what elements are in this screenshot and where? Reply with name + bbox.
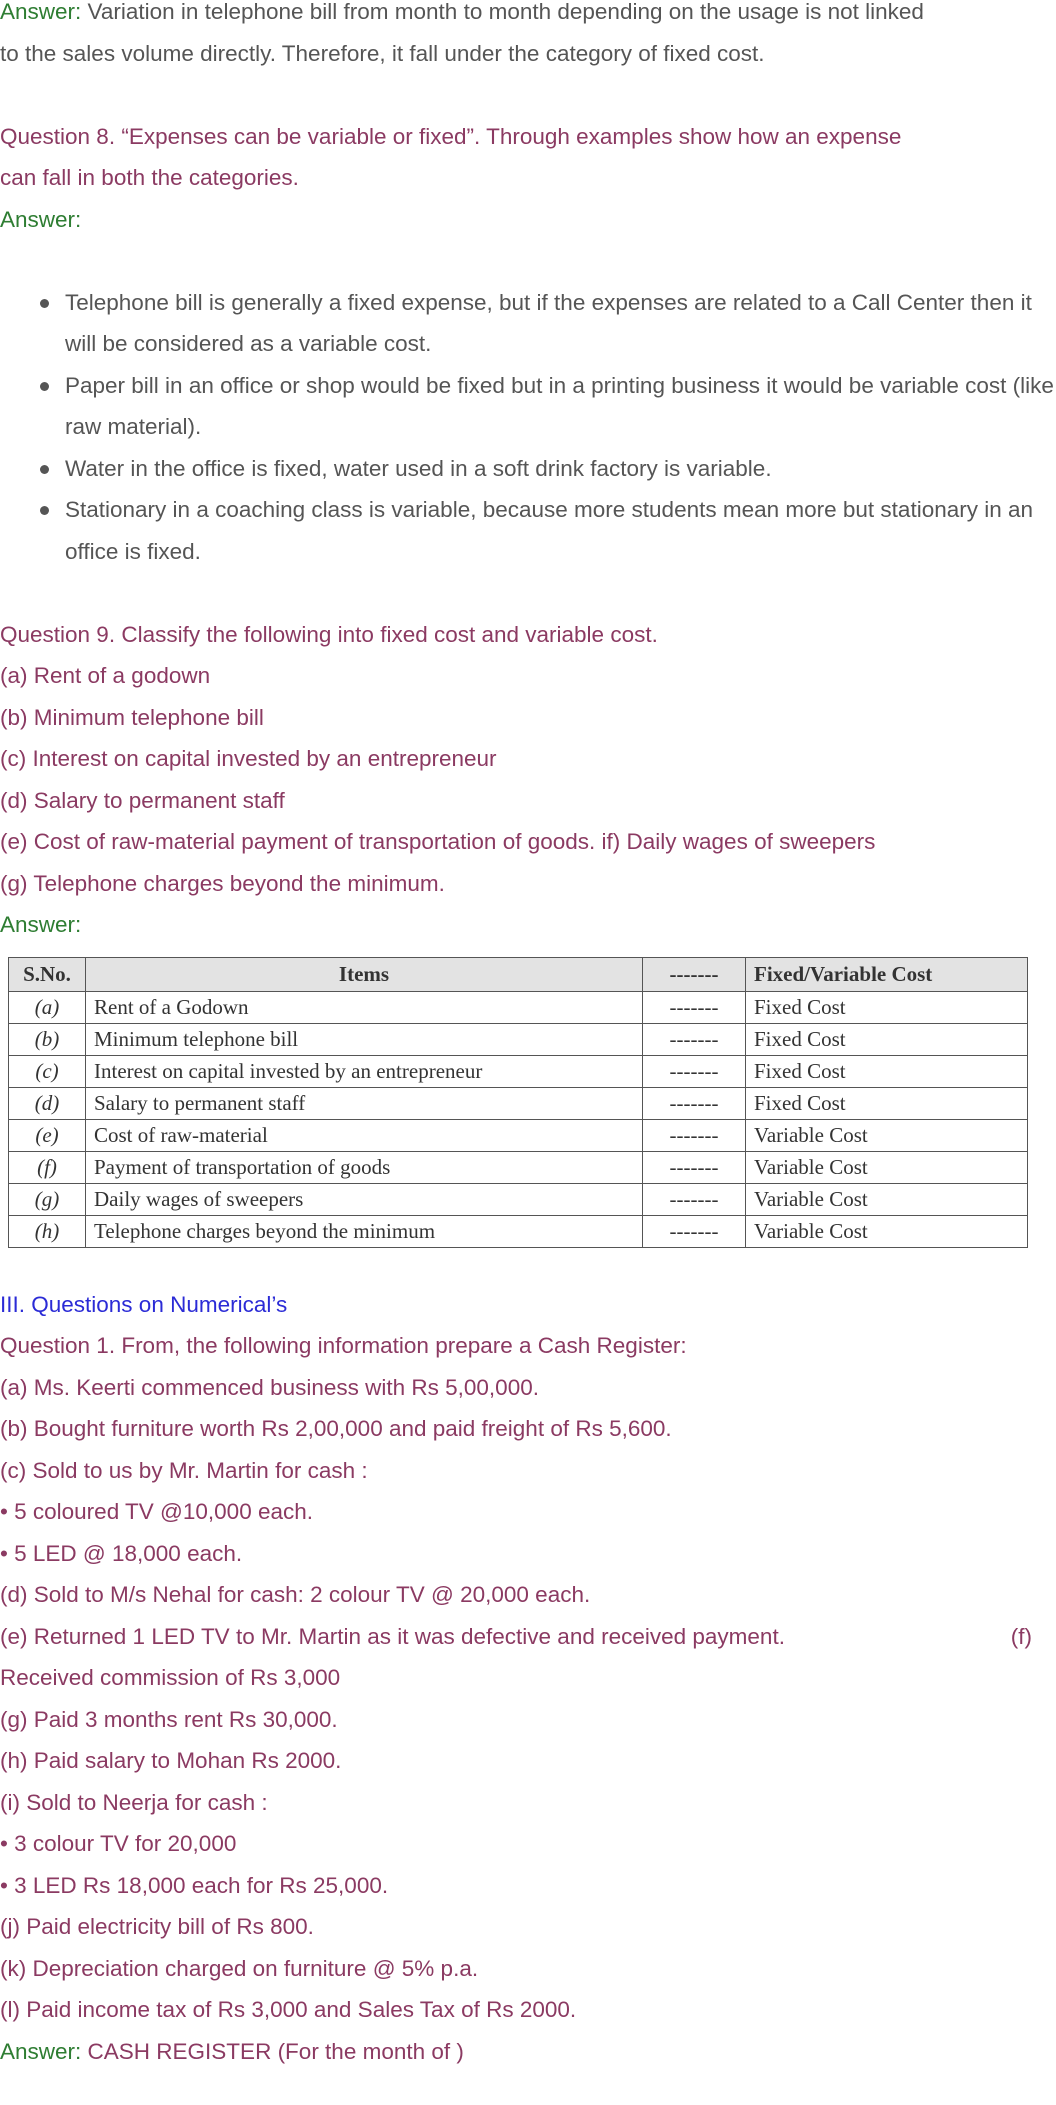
- cell-sno: (a): [9, 992, 86, 1024]
- nq1-line-b: (b) Bought furniture worth Rs 2,00,000 and paid freight of Rs 5,600.: [0, 1416, 672, 1441]
- cell-cost: Variable Cost: [746, 1152, 1028, 1184]
- q7-answer-line-2: to the sales volume directly. Therefore, it fall under the category of fixed cost.: [0, 40, 765, 66]
- cell-item: Payment of transportation of goods: [86, 1152, 643, 1184]
- cell-item: Salary to permanent staff: [86, 1088, 643, 1120]
- cell-cost: Variable Cost: [746, 1120, 1028, 1152]
- table-row: [9, 1056, 1028, 1088]
- q8-bullet-list: [0, 282, 1056, 573]
- nq1-question: Question 1. From, the following information prepare a Cash Register:: [0, 1333, 687, 1358]
- list-item: [0, 448, 1055, 490]
- answer-label: Answer:: [0, 2038, 82, 2064]
- table-row: [9, 1024, 1028, 1056]
- table-row: [9, 1184, 1028, 1216]
- nq1-line-e: [0, 1616, 1056, 1658]
- cell-cost: Variable Cost: [746, 1184, 1028, 1216]
- section-heading: III. Questions on Numerical’s: [0, 1291, 288, 1317]
- cell-sno: (c): [9, 1056, 86, 1088]
- col-header-items: Items: [86, 958, 643, 992]
- col-header-sno: S.No.: [9, 958, 86, 992]
- nq1-bullet-led: • 5 LED @ 18,000 each.: [0, 1540, 243, 1566]
- spacer: [0, 74, 1056, 116]
- answer-text: CASH REGISTER (For the month of ): [81, 2038, 464, 2064]
- table-header-row: [9, 958, 1028, 992]
- bullet-text: Telephone bill is generally a fixed expense, but if the expenses are related to a Call Center then it will be considered as a variable cost.: [65, 289, 1032, 356]
- nq1-bullet-led-2: • 3 LED Rs 18,000 each for Rs 25,000.: [0, 1872, 389, 1898]
- table-row: [9, 1216, 1028, 1248]
- spacer: [0, 572, 1056, 614]
- cell-item: Interest on capital invested by an entrepreneur: [86, 1056, 643, 1088]
- q8-question-line-2: can fall in both the categories.: [0, 165, 299, 190]
- cell-sno: (h): [9, 1216, 86, 1248]
- answer-text: Variation in telephone bill from month to month depending on the usage is not linked: [81, 0, 924, 24]
- nq1-line-a: (a) Ms. Keerti commenced business with Rs 5,00,000.: [0, 1374, 539, 1400]
- nq1-line-c: (c) Sold to us by Mr. Martin for cash :: [0, 1457, 368, 1483]
- cell-sno: (f): [9, 1152, 86, 1184]
- nq1-bullet-tv-2: • 3 colour TV for 20,000: [0, 1831, 237, 1856]
- bullet-text: Water in the office is fixed, water used in a soft drink factory is variable.: [65, 455, 772, 481]
- cell-dash: -------: [643, 1056, 746, 1088]
- nq1-line-j: (j) Paid electricity bill of Rs 800.: [0, 1914, 314, 1939]
- cell-dash: -------: [643, 1216, 746, 1248]
- q8-question-line-1: Question 8. “Expenses can be variable or fixed”. Through examples show how an expense: [0, 123, 902, 149]
- cell-dash: -------: [643, 992, 746, 1024]
- cell-item: Daily wages of sweepers: [86, 1184, 643, 1216]
- nq1-bullet-tv: • 5 coloured TV @10,000 each.: [0, 1499, 314, 1524]
- nq1-line-i: (i) Sold to Neerja for cash :: [0, 1789, 268, 1815]
- nq1-line-h: (h) Paid salary to Mohan Rs 2000.: [0, 1748, 342, 1773]
- cell-cost: Fixed Cost: [746, 1024, 1028, 1056]
- nq1-answer-line: [0, 2031, 1056, 2073]
- cell-dash: -------: [643, 1024, 746, 1056]
- q9-item-g: (g) Telephone charges beyond the minimum.: [0, 870, 445, 896]
- table-row: [9, 992, 1028, 1024]
- cell-dash: -------: [643, 1152, 746, 1184]
- q9-item-e: (e) Cost of raw-material payment of transportation of goods. if) Daily wages of sweepers: [0, 829, 876, 854]
- cell-cost: Fixed Cost: [746, 992, 1028, 1024]
- q8-answer-label: Answer:: [0, 206, 82, 232]
- q9-item-d: (d) Salary to permanent staff: [0, 787, 285, 813]
- answer-label: Answer:: [0, 0, 82, 24]
- col-header-cost: Fixed/Variable Cost: [746, 958, 1028, 992]
- cell-cost: Variable Cost: [746, 1216, 1028, 1248]
- cell-sno: (b): [9, 1024, 86, 1056]
- table-row: [9, 1120, 1028, 1152]
- spacer: [0, 240, 1056, 282]
- bullet-icon: [40, 465, 49, 474]
- q9-question: Question 9. Classify the following into fixed cost and variable cost.: [0, 621, 658, 647]
- list-item: [0, 489, 1055, 572]
- cell-sno: (d): [9, 1088, 86, 1120]
- bullet-text: Stationary in a coaching class is variable, because more students mean more but stationary in an office is fixed.: [65, 497, 1034, 564]
- cell-dash: -------: [643, 1120, 746, 1152]
- cell-item: Rent of a Godown: [86, 992, 643, 1024]
- bullet-text: Paper bill in an office or shop would be fixed but in a printing business it would be variable cost (like raw material).: [65, 372, 1054, 439]
- cell-dash: -------: [643, 1184, 746, 1216]
- nq1-line-k: (k) Depreciation charged on furniture @ 5% p.a.: [0, 1955, 479, 1981]
- cell-dash: -------: [643, 1088, 746, 1120]
- cell-sno: (g): [9, 1184, 86, 1216]
- nq1-line-f-marker: (f): [1010, 1623, 1032, 1649]
- nq1-line-f: Received commission of Rs 3,000: [0, 1665, 341, 1690]
- q9-answer-label: Answer:: [0, 912, 82, 937]
- classification-table: [8, 957, 1028, 1248]
- list-item: [0, 282, 1055, 365]
- list-item: [0, 365, 1055, 448]
- bullet-icon: [40, 382, 49, 391]
- q9-item-c: (c) Interest on capital invested by an entrepreneur: [0, 746, 497, 771]
- nq1-line-e-text: (e) Returned 1 LED TV to Mr. Martin as it was defective and received payment.: [0, 1623, 785, 1649]
- table-row: [9, 1152, 1028, 1184]
- q9-item-b: (b) Minimum telephone bill: [0, 704, 264, 730]
- nq1-line-d: (d) Sold to M/s Nehal for cash: 2 colour TV @ 20,000 each.: [0, 1582, 591, 1607]
- q9-item-a: (a) Rent of a godown: [0, 663, 211, 688]
- col-header-dash: -------: [643, 958, 746, 992]
- cell-sno: (e): [9, 1120, 86, 1152]
- cell-cost: Fixed Cost: [746, 1088, 1028, 1120]
- q7-answer-line-1: [0, 0, 1056, 33]
- nq1-line-g: (g) Paid 3 months rent Rs 30,000.: [0, 1706, 338, 1732]
- cell-item: Cost of raw-material: [86, 1120, 643, 1152]
- bullet-icon: [40, 506, 49, 515]
- table-row: [9, 1088, 1028, 1120]
- bullet-icon: [40, 299, 49, 308]
- nq1-line-l: (l) Paid income tax of Rs 3,000 and Sales Tax of Rs 2000.: [0, 1997, 577, 2022]
- cell-item: Minimum telephone bill: [86, 1024, 643, 1056]
- cell-cost: Fixed Cost: [746, 1056, 1028, 1088]
- cell-item: Telephone charges beyond the minimum: [86, 1216, 643, 1248]
